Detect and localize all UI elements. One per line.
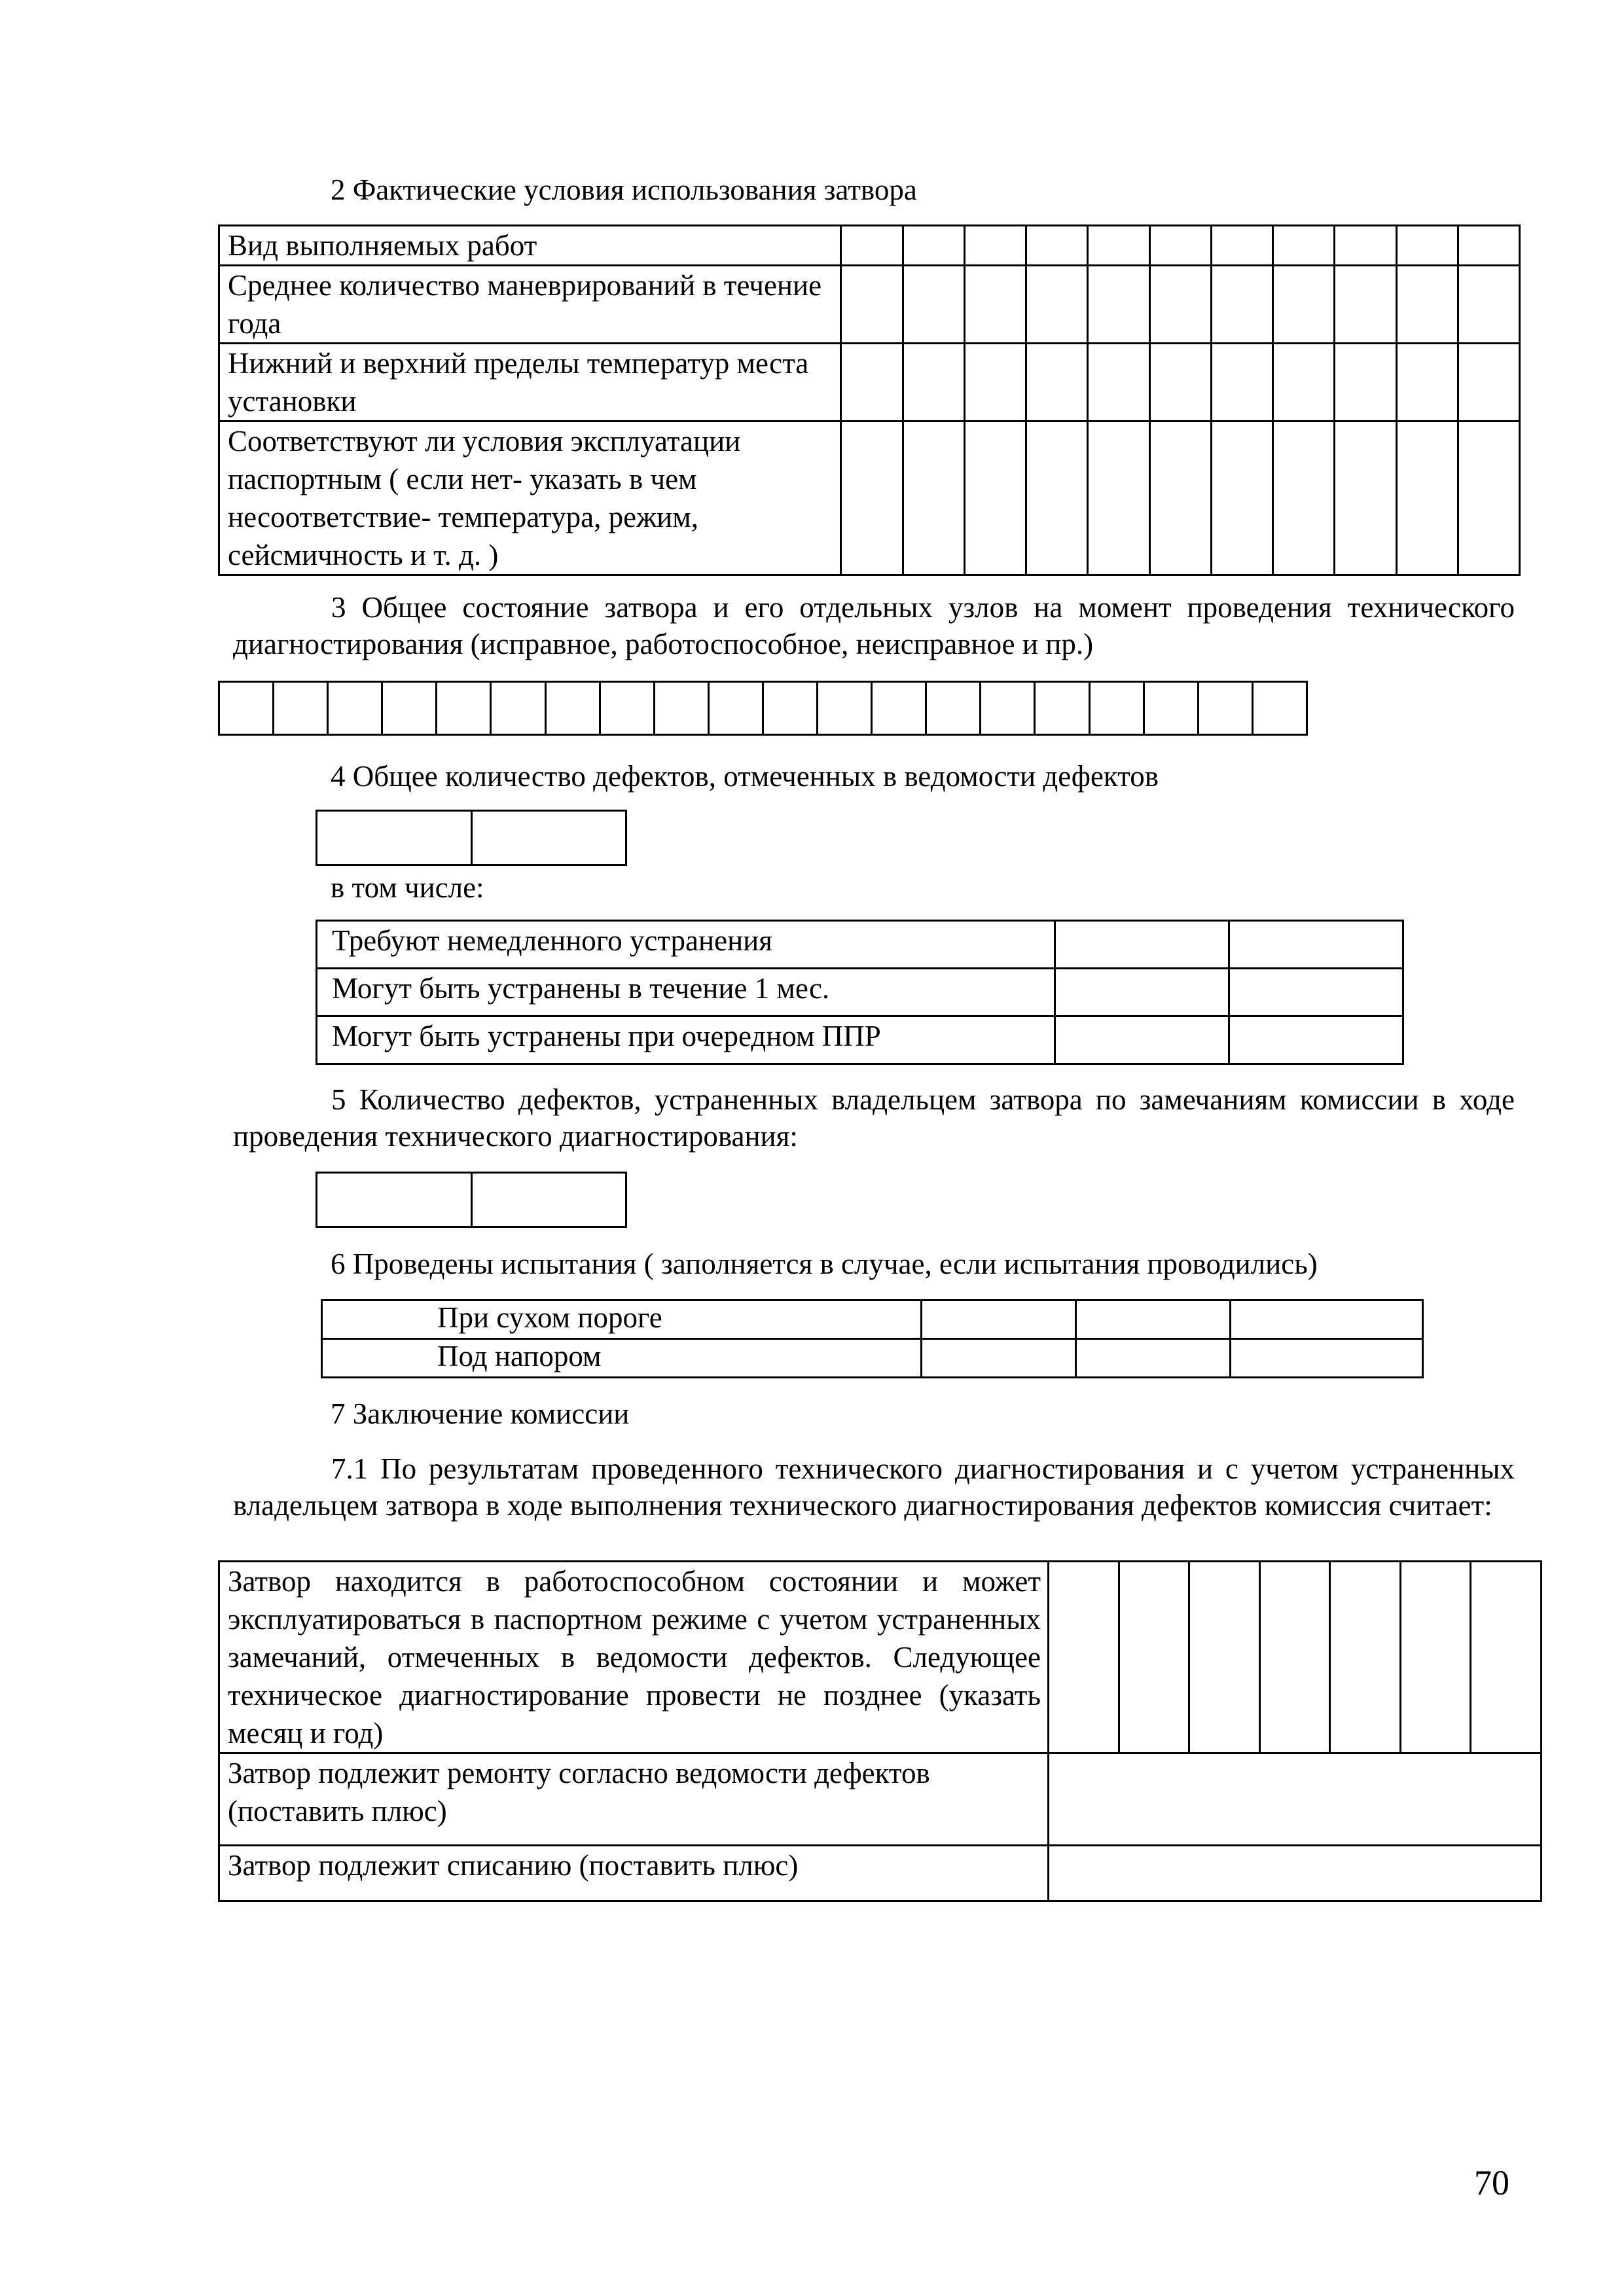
entry-cell[interactable]	[1229, 969, 1403, 1016]
entry-cell[interactable]	[1119, 1562, 1189, 1753]
entry-cell[interactable]	[1458, 344, 1519, 422]
entry-cell[interactable]	[1273, 422, 1335, 575]
entry-cell[interactable]	[1231, 1339, 1423, 1378]
grid-cell[interactable]	[654, 682, 708, 735]
row-label: Под напором	[322, 1339, 922, 1378]
entry-cell[interactable]	[922, 1339, 1076, 1378]
entry-cell[interactable]	[1149, 422, 1211, 575]
section-6-title: 6 Проведены испытания ( заполняется в случае, если испытания проводились)	[331, 1247, 1318, 1280]
row-label: Требуют немедленного устранения	[317, 921, 1055, 969]
entry-cell[interactable]	[1026, 226, 1088, 266]
entry-cell[interactable]	[1211, 226, 1272, 266]
row-label: Затвор подлежит ремонту согласно ведомости дефектов (поставить плюс)	[219, 1753, 1049, 1846]
entry-cell[interactable]	[841, 344, 903, 422]
entry-cell[interactable]	[1335, 422, 1396, 575]
entry-cell[interactable]	[1335, 344, 1396, 422]
entry-cell[interactable]	[1211, 266, 1272, 344]
entry-cell[interactable]	[964, 344, 1026, 422]
grid-cell[interactable]	[1035, 682, 1089, 735]
count-cell[interactable]	[471, 1173, 626, 1227]
entry-cell[interactable]	[1088, 422, 1149, 575]
entry-cell[interactable]	[1330, 1562, 1401, 1753]
entry-cell[interactable]	[1396, 266, 1458, 344]
section-4-title: 4 Общее количество дефектов, отмеченных в ведомости дефектов	[331, 760, 1159, 793]
entry-cell[interactable]	[1229, 921, 1403, 969]
grid-cell[interactable]	[545, 682, 600, 735]
usage-conditions-table	[218, 224, 1521, 576]
grid-cell[interactable]	[382, 682, 437, 735]
entry-cell[interactable]	[1076, 1300, 1231, 1339]
defect-count-box	[316, 810, 627, 866]
row-label: При сухом пороге	[322, 1300, 922, 1339]
entry-cell[interactable]	[1189, 1562, 1260, 1753]
entry-cell[interactable]	[1149, 266, 1211, 344]
section-7-title: 7 Заключение комиссии	[331, 1397, 630, 1430]
row-label: Затвор подлежит списанию (поставить плюс)	[219, 1846, 1049, 1901]
section-2-title: 2 Фактические условия использования затвора	[331, 173, 917, 206]
entry-cell[interactable]	[1055, 921, 1229, 969]
row-label: Нижний и верхний пределы температур места установки	[219, 344, 841, 422]
entry-cell[interactable]	[903, 344, 964, 422]
grid-cell[interactable]	[491, 682, 545, 735]
including-label: в том числе:	[331, 871, 484, 904]
entry-cell[interactable]	[1471, 1562, 1542, 1753]
defect-breakdown-table	[316, 920, 1404, 1065]
entry-cell[interactable]	[841, 422, 903, 575]
tests-table	[321, 1299, 1424, 1378]
state-code-grid	[218, 681, 1308, 736]
entry-cell[interactable]	[1026, 422, 1088, 575]
row-label: Среднее количество маневрирований в течение года	[219, 266, 841, 344]
entry-cell[interactable]	[1026, 266, 1088, 344]
entry-cell[interactable]	[1259, 1562, 1330, 1753]
row-label: Соответствуют ли условия эксплуатации паспортным ( если нет- указать в чем несоответствие- температура, режим, сейсмичность и т. д. )	[219, 422, 841, 575]
entry-cell[interactable]	[1458, 422, 1519, 575]
entry-cell[interactable]	[1273, 344, 1335, 422]
count-cell[interactable]	[471, 811, 626, 865]
entry-cell[interactable]	[1211, 422, 1272, 575]
entry-cell[interactable]	[1273, 266, 1335, 344]
row-label: Могут быть устранены при очередном ППР	[317, 1016, 1055, 1064]
entry-cell[interactable]	[903, 266, 964, 344]
grid-cell[interactable]	[981, 682, 1035, 735]
entry-cell[interactable]	[1273, 226, 1335, 266]
entry-cell[interactable]	[1335, 226, 1396, 266]
section-5-text: 5 Количество дефектов, устраненных владельцем затвора по замечаниям комиссии в ходе проведения технического диагностирования:	[233, 1083, 1515, 1153]
row-label: Могут быть устранены в течение 1 мес.	[317, 969, 1055, 1016]
grid-cell[interactable]	[274, 682, 328, 735]
entry-cell[interactable]	[903, 226, 964, 266]
page-number: 70	[1474, 2163, 1509, 2202]
entry-cell[interactable]	[841, 266, 903, 344]
grid-cell[interactable]	[818, 682, 872, 735]
entry-cell[interactable]	[1055, 1016, 1229, 1064]
entry-cell[interactable]	[1049, 1562, 1119, 1753]
entry-cell[interactable]	[1076, 1339, 1231, 1378]
count-cell[interactable]	[317, 1173, 472, 1227]
entry-cell[interactable]	[1335, 266, 1396, 344]
grid-cell[interactable]	[1144, 682, 1198, 735]
section-7-1-text: 7.1 По результатам проведенного технического диагностирования и с учетом устраненных владельцем затвора в ходе выполнения технического диагностирования дефектов комиссия считает:	[233, 1452, 1515, 1522]
grid-cell[interactable]	[219, 682, 274, 735]
grid-cell[interactable]	[926, 682, 981, 735]
entry-cell[interactable]	[1088, 344, 1149, 422]
fixed-defects-box	[316, 1172, 627, 1228]
mark-cell[interactable]	[1049, 1846, 1542, 1901]
count-cell[interactable]	[317, 811, 472, 865]
entry-cell[interactable]	[964, 226, 1026, 266]
entry-cell[interactable]	[1229, 1016, 1403, 1064]
entry-cell[interactable]	[1396, 344, 1458, 422]
conclusion-table	[218, 1560, 1542, 1902]
entry-cell[interactable]	[1396, 422, 1458, 575]
row-label: Вид выполняемых работ	[219, 226, 841, 266]
entry-cell[interactable]	[903, 422, 964, 575]
grid-cell[interactable]	[763, 682, 817, 735]
entry-cell[interactable]	[1400, 1562, 1471, 1753]
section-3-text: 3 Общее состояние затвора и его отдельных узлов на момент проведения технического диагностирования (исправное, работоспособное, неисправное и пр.)	[233, 591, 1515, 660]
entry-cell[interactable]	[964, 266, 1026, 344]
entry-cell[interactable]	[1458, 226, 1519, 266]
grid-cell[interactable]	[437, 682, 491, 735]
entry-cell[interactable]	[1231, 1300, 1423, 1339]
entry-cell[interactable]	[922, 1300, 1076, 1339]
entry-cell[interactable]	[841, 226, 903, 266]
grid-cell[interactable]	[708, 682, 763, 735]
entry-cell[interactable]	[1458, 266, 1519, 344]
grid-cell[interactable]	[872, 682, 926, 735]
mark-cell[interactable]	[1049, 1753, 1542, 1846]
grid-cell[interactable]	[1089, 682, 1144, 735]
grid-cell[interactable]	[328, 682, 382, 735]
grid-cell[interactable]	[600, 682, 654, 735]
entry-cell[interactable]	[1088, 226, 1149, 266]
entry-cell[interactable]	[1088, 266, 1149, 344]
entry-cell[interactable]	[1026, 344, 1088, 422]
row-label: Затвор находится в работоспособном состоянии и может эксплуатироваться в паспортном режиме с учетом устраненных замечаний, отмеченных в ведомости дефектов. Следующее техническое диагностирование провести не позднее (указать месяц и год)	[219, 1562, 1049, 1753]
grid-cell[interactable]	[1198, 682, 1252, 735]
entry-cell[interactable]	[1396, 226, 1458, 266]
entry-cell[interactable]	[1211, 344, 1272, 422]
entry-cell[interactable]	[1149, 226, 1211, 266]
entry-cell[interactable]	[1055, 969, 1229, 1016]
grid-cell[interactable]	[1252, 682, 1307, 735]
entry-cell[interactable]	[964, 422, 1026, 575]
entry-cell[interactable]	[1149, 344, 1211, 422]
